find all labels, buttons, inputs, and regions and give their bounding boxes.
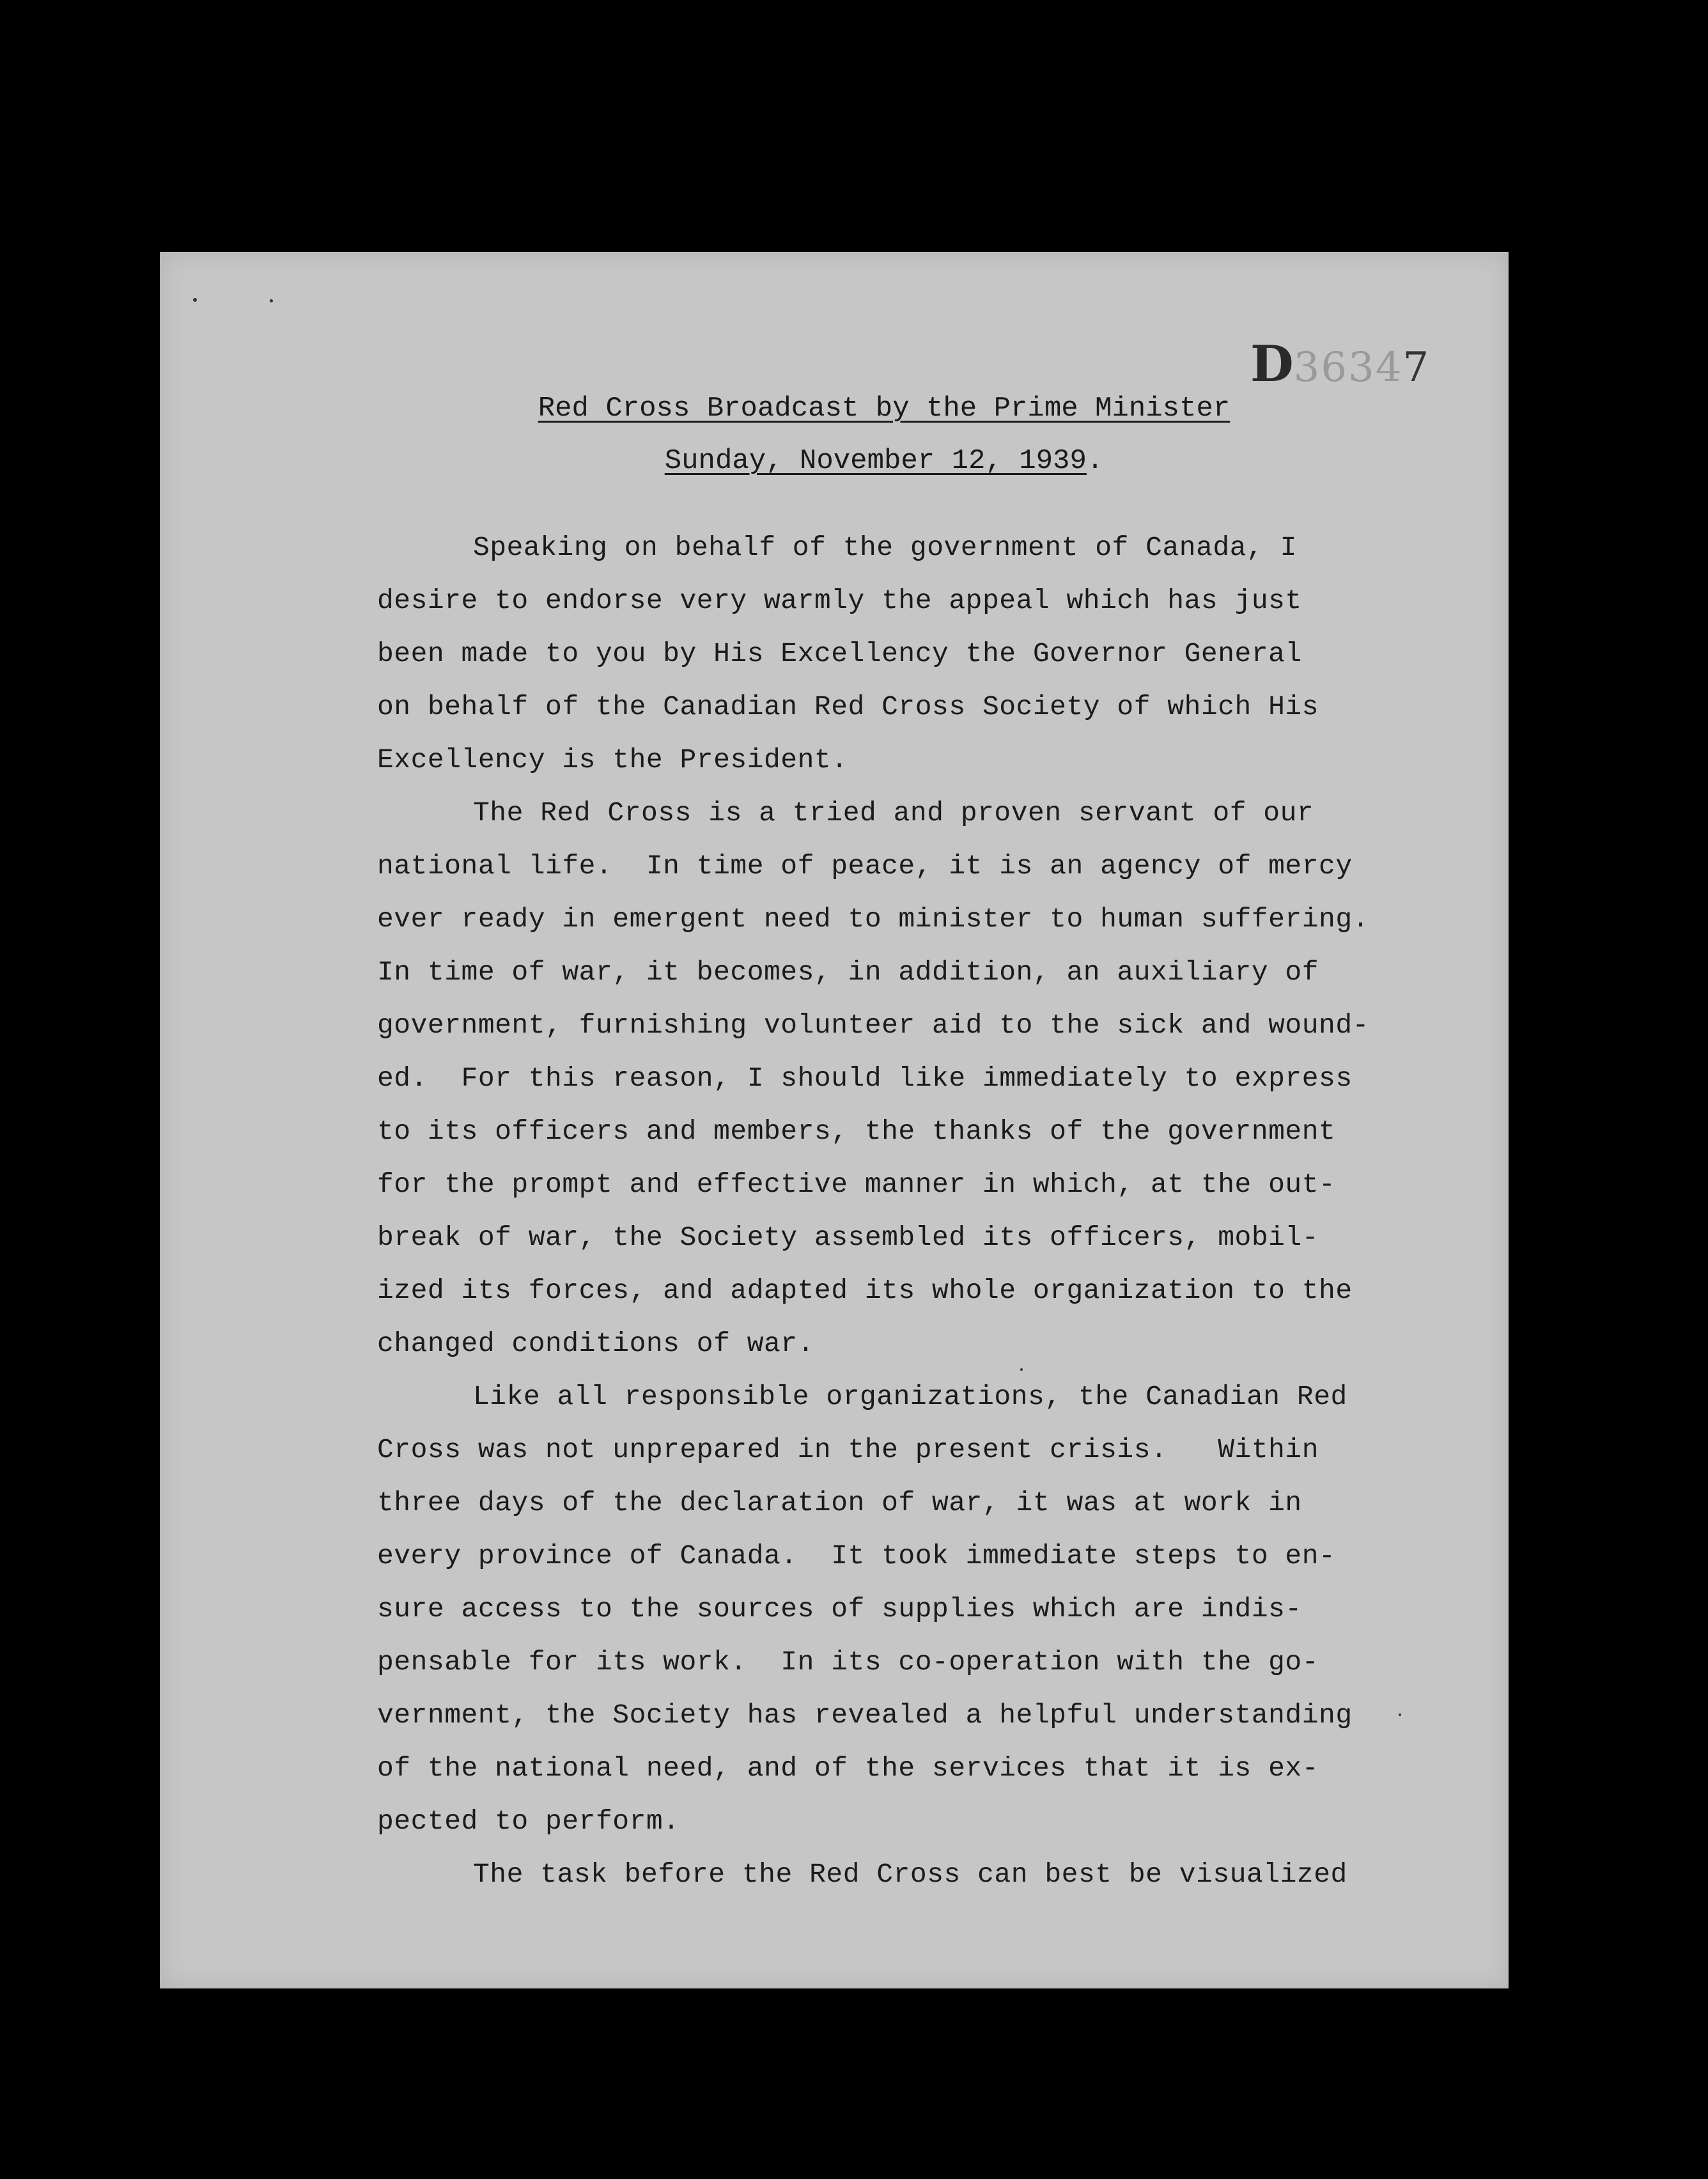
body-line: break of war, the Society assembled its officers, mobil- [377, 1222, 1319, 1253]
body-line: every province of Canada. It took immediate steps to en- [377, 1540, 1336, 1572]
document-date [210, 445, 1558, 477]
body-line: on behalf of the Canadian Red Cross Society of which His [377, 691, 1319, 722]
document-date-text: Sunday, November 12, 1939 [664, 445, 1087, 477]
body-line: The Red Cross is a tried and proven servant of our [473, 797, 1314, 829]
archive-stamp [1250, 335, 1429, 393]
body-line: national life. In time of peace, it is an agency of mercy [377, 850, 1353, 882]
body-line: ed. For this reason, I should like immediately to express [377, 1063, 1353, 1094]
body-line: Excellency is the President. [377, 744, 848, 776]
paper-speck [1020, 1368, 1023, 1371]
paper-speck [270, 299, 273, 302]
body-line: government, furnishing volunteer aid to the sick and wound- [377, 1010, 1369, 1041]
body-line: changed conditions of war. [377, 1328, 814, 1359]
body-line: been made to you by His Excellency the Governor General [377, 638, 1302, 669]
body-line: of the national need, and of the services that it is ex- [377, 1753, 1319, 1784]
body-line: The task before the Red Cross can best be visualized [473, 1859, 1347, 1890]
paper-speck [1399, 1714, 1401, 1716]
body-line: Cross was not unprepared in the present crisis. Within [377, 1434, 1319, 1465]
document-date-period: . [1086, 445, 1104, 477]
stamp-letter: D [1250, 335, 1294, 393]
document-title: Red Cross Broadcast by the Prime Minister [538, 393, 1231, 425]
body-line: pected to perform. [377, 1806, 680, 1837]
document-page [160, 252, 1509, 1988]
body-line: sure access to the sources of supplies which are indis- [377, 1593, 1302, 1625]
body-line: vernment, the Society has revealed a helpful understanding [377, 1699, 1353, 1731]
body-line: to its officers and members, the thanks of the government [377, 1116, 1336, 1147]
body-line: desire to endorse very warmly the appeal which has just [377, 585, 1302, 616]
body-line: pensable for its work. In its co-operation with the go- [377, 1646, 1319, 1678]
body-line: for the prompt and effective manner in which, at the out- [377, 1169, 1336, 1200]
body-line: In time of war, it becomes, in addition, an auxiliary of [377, 957, 1319, 988]
body-line: Speaking on behalf of the government of Canada, I [473, 532, 1297, 563]
body-line: Like all responsible organizations, the Canadian Red [473, 1381, 1347, 1412]
stamp-number: 3634 [1293, 344, 1403, 391]
body-line: ever ready in emergent need to minister to human suffering. [377, 903, 1369, 935]
body-line: three days of the declaration of war, it was at work in [377, 1487, 1302, 1519]
paper-speck [193, 298, 197, 302]
stamp-last-digit: 7 [1402, 344, 1429, 391]
body-line: ized its forces, and adapted its whole organization to the [377, 1275, 1353, 1306]
